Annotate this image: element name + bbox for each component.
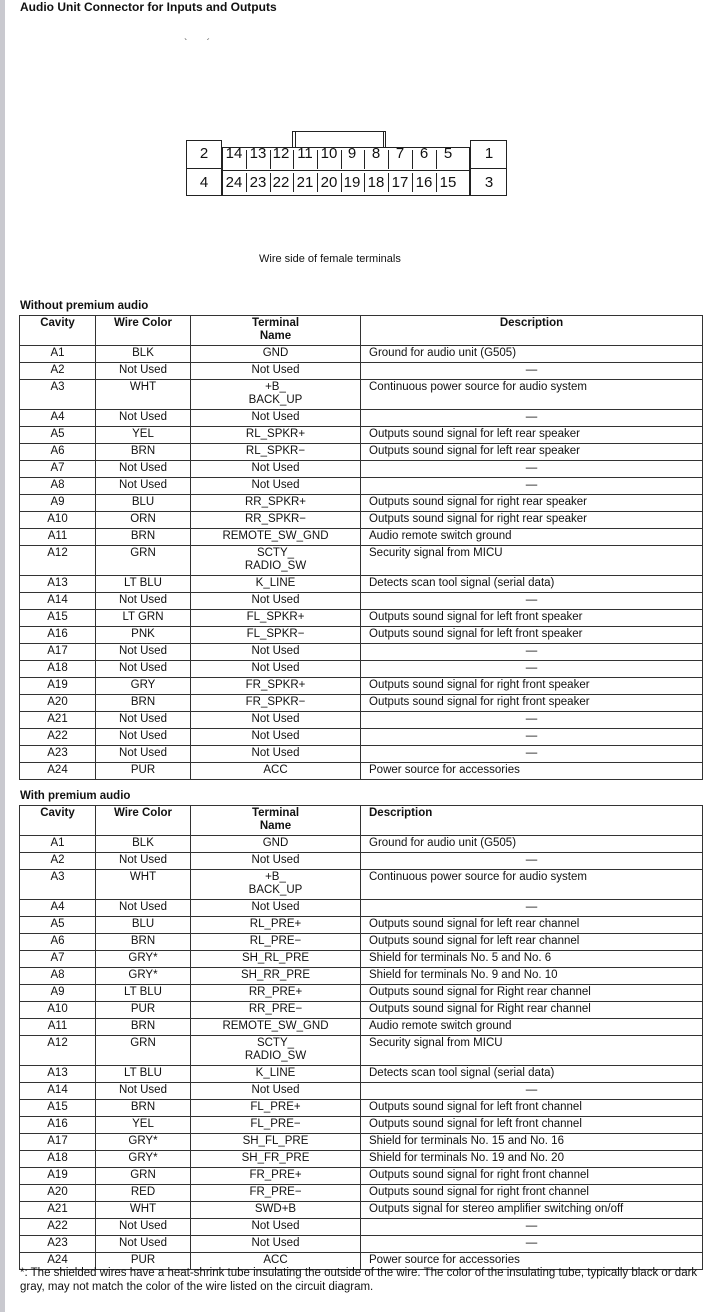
cell-terminal-name: RL_PRE+ bbox=[191, 917, 361, 934]
table-row bbox=[20, 1019, 703, 1036]
cell-cavity: A1 bbox=[20, 346, 96, 363]
cell-cavity: A4 bbox=[20, 410, 96, 427]
cell-description: Audio remote switch ground bbox=[361, 1019, 703, 1036]
table-row bbox=[20, 627, 703, 644]
cell-cavity: A6 bbox=[20, 444, 96, 461]
footnote: *: The shielded wires have a heat-shrink tube insulating the outside of the wire. The color of the insulating tube, typically black or dark gray, may not match the color of the wire listed on the circuit diagram. bbox=[20, 1267, 698, 1293]
table-row bbox=[20, 985, 703, 1002]
cell-wire-color: PNK bbox=[96, 627, 191, 644]
cell-description: Outputs sound signal for left rear speaker bbox=[361, 444, 703, 461]
header-cavity: Cavity bbox=[20, 316, 96, 346]
cell-description: Security signal from MICU bbox=[361, 1036, 703, 1066]
table-row bbox=[20, 934, 703, 951]
cell-cavity: A6 bbox=[20, 934, 96, 951]
cell-description: Power source for accessories bbox=[361, 1253, 703, 1270]
cell-wire-color: GRY* bbox=[96, 968, 191, 985]
cell-description: Outputs sound signal for left rear channel bbox=[361, 934, 703, 951]
table-row bbox=[20, 546, 703, 576]
table-row bbox=[20, 853, 703, 870]
header-terminal-name: Terminal Name bbox=[191, 316, 361, 346]
table-row bbox=[20, 529, 703, 546]
connector-pin-number: 1 bbox=[484, 145, 494, 162]
table-row bbox=[20, 427, 703, 444]
cell-wire-color: BRN bbox=[96, 1019, 191, 1036]
left-margin-bar bbox=[0, 0, 5, 1312]
cell-terminal-name: K_LINE bbox=[191, 1066, 361, 1083]
cell-cavity: A17 bbox=[20, 1134, 96, 1151]
connector-pin-number: 18 bbox=[367, 174, 385, 191]
cell-wire-color: BLK bbox=[96, 836, 191, 853]
cell-cavity: A15 bbox=[20, 1100, 96, 1117]
cell-cavity: A21 bbox=[20, 1202, 96, 1219]
cell-description: Outputs sound signal for right front channel bbox=[361, 1168, 703, 1185]
cell-cavity: A8 bbox=[20, 968, 96, 985]
cell-terminal-name: SCTY_ RADIO_SW bbox=[191, 546, 361, 576]
cell-terminal-name: Not Used bbox=[191, 853, 361, 870]
cell-description: Outputs signal for stereo amplifier switching on/off bbox=[361, 1202, 703, 1219]
cell-cavity: A20 bbox=[20, 1185, 96, 1202]
cell-description: Detects scan tool signal (serial data) bbox=[361, 576, 703, 593]
table-header-row bbox=[20, 806, 703, 836]
cell-wire-color: GRY* bbox=[96, 951, 191, 968]
table-row bbox=[20, 1117, 703, 1134]
connector-pin-number: 7 bbox=[395, 145, 405, 162]
cell-terminal-name: Not Used bbox=[191, 712, 361, 729]
table-row bbox=[20, 593, 703, 610]
connector-pin-number: 9 bbox=[347, 145, 357, 162]
connector-caption: Wire side of female terminals bbox=[259, 253, 401, 265]
cell-terminal-name: FR_SPKR− bbox=[191, 695, 361, 712]
cell-description: Outputs sound signal for left front speaker bbox=[361, 627, 703, 644]
cell-wire-color: BLK bbox=[96, 346, 191, 363]
cell-description: Continuous power source for audio system bbox=[361, 380, 703, 410]
table-row bbox=[20, 363, 703, 380]
section-label-with-premium: With premium audio bbox=[20, 790, 131, 802]
cell-wire-color: WHT bbox=[96, 1202, 191, 1219]
table-row bbox=[20, 644, 703, 661]
connector-pin-number: 10 bbox=[320, 145, 338, 162]
cell-wire-color: LT BLU bbox=[96, 1066, 191, 1083]
cell-terminal-name: GND bbox=[191, 836, 361, 853]
table-row bbox=[20, 900, 703, 917]
table-row bbox=[20, 870, 703, 900]
table-row bbox=[20, 380, 703, 410]
cell-terminal-name: SCTY_ RADIO_SW bbox=[191, 1036, 361, 1066]
table-row bbox=[20, 478, 703, 495]
table-row bbox=[20, 1134, 703, 1151]
cell-cavity: A13 bbox=[20, 1066, 96, 1083]
cell-description: Power source for accessories bbox=[361, 763, 703, 780]
cell-description: — bbox=[361, 363, 703, 380]
cell-cavity: A18 bbox=[20, 1151, 96, 1168]
cell-cavity: A11 bbox=[20, 1019, 96, 1036]
cell-terminal-name: Not Used bbox=[191, 661, 361, 678]
cell-cavity: A7 bbox=[20, 461, 96, 478]
cell-description: Outputs sound signal for left front speaker bbox=[361, 610, 703, 627]
cell-terminal-name: K_LINE bbox=[191, 576, 361, 593]
connector-lock-line bbox=[383, 131, 384, 147]
cell-wire-color: YEL bbox=[96, 427, 191, 444]
cell-description: — bbox=[361, 410, 703, 427]
connector-pin-number: 5 bbox=[443, 145, 453, 162]
table-row bbox=[20, 917, 703, 934]
table-row bbox=[20, 1036, 703, 1066]
cell-terminal-name: REMOTE_SW_GND bbox=[191, 529, 361, 546]
cell-description: Audio remote switch ground bbox=[361, 529, 703, 546]
table-row bbox=[20, 1236, 703, 1253]
table-row bbox=[20, 576, 703, 593]
table-row bbox=[20, 1083, 703, 1100]
cell-cavity: A14 bbox=[20, 1083, 96, 1100]
cell-description: Detects scan tool signal (serial data) bbox=[361, 1066, 703, 1083]
cell-description: Shield for terminals No. 9 and No. 10 bbox=[361, 968, 703, 985]
cell-wire-color: Not Used bbox=[96, 644, 191, 661]
table-row bbox=[20, 410, 703, 427]
cell-cavity: A18 bbox=[20, 661, 96, 678]
cell-terminal-name: ACC bbox=[191, 763, 361, 780]
cell-cavity: A16 bbox=[20, 627, 96, 644]
table-row bbox=[20, 610, 703, 627]
connector-pin-number: 23 bbox=[249, 174, 267, 191]
cell-cavity: A1 bbox=[20, 836, 96, 853]
cell-description: Shield for terminals No. 19 and No. 20 bbox=[361, 1151, 703, 1168]
cell-wire-color: BRN bbox=[96, 529, 191, 546]
cell-description: Outputs sound signal for left rear speaker bbox=[361, 427, 703, 444]
table-row bbox=[20, 836, 703, 853]
table-row bbox=[20, 695, 703, 712]
cell-terminal-name: +B_ BACK_UP bbox=[191, 380, 361, 410]
connector-left-divider bbox=[186, 168, 222, 169]
table-row bbox=[20, 712, 703, 729]
cell-description: Outputs sound signal for left rear channel bbox=[361, 917, 703, 934]
cell-wire-color: BRN bbox=[96, 1100, 191, 1117]
cell-terminal-name: Not Used bbox=[191, 593, 361, 610]
cell-description: Outputs sound signal for right front speaker bbox=[361, 678, 703, 695]
cell-terminal-name: FL_PRE+ bbox=[191, 1100, 361, 1117]
cell-wire-color: Not Used bbox=[96, 661, 191, 678]
cell-terminal-name: RR_PRE− bbox=[191, 1002, 361, 1019]
cell-cavity: A10 bbox=[20, 1002, 96, 1019]
cell-description: Ground for audio unit (G505) bbox=[361, 346, 703, 363]
cell-description: Shield for terminals No. 5 and No. 6 bbox=[361, 951, 703, 968]
cell-description: — bbox=[361, 1083, 703, 1100]
cell-cavity: A19 bbox=[20, 678, 96, 695]
cell-terminal-name: RR_SPKR− bbox=[191, 512, 361, 529]
cell-description: Outputs sound signal for right rear speaker bbox=[361, 512, 703, 529]
connector-pin-number: 2 bbox=[199, 145, 209, 162]
cell-description: — bbox=[361, 661, 703, 678]
cell-cavity: A4 bbox=[20, 900, 96, 917]
cell-wire-color: GRY* bbox=[96, 1151, 191, 1168]
cell-description: Outputs sound signal for Right rear channel bbox=[361, 1002, 703, 1019]
cell-cavity: A21 bbox=[20, 712, 96, 729]
connector-pin-number: 19 bbox=[343, 174, 361, 191]
cell-terminal-name: RR_PRE+ bbox=[191, 985, 361, 1002]
cell-wire-color: YEL bbox=[96, 1117, 191, 1134]
cell-terminal-name: SH_FR_PRE bbox=[191, 1151, 361, 1168]
wire-table-with-premium bbox=[19, 805, 703, 1270]
cell-cavity: A16 bbox=[20, 1117, 96, 1134]
cell-wire-color: Not Used bbox=[96, 746, 191, 763]
cell-wire-color: RED bbox=[96, 1185, 191, 1202]
cell-cavity: A12 bbox=[20, 546, 96, 576]
cell-wire-color: Not Used bbox=[96, 1083, 191, 1100]
connector-lock-line bbox=[295, 131, 296, 147]
header-description: Description bbox=[361, 316, 703, 346]
cell-wire-color: Not Used bbox=[96, 478, 191, 495]
cell-wire-color: Not Used bbox=[96, 1219, 191, 1236]
cell-description: Outputs sound signal for right front channel bbox=[361, 1185, 703, 1202]
cell-wire-color: WHT bbox=[96, 870, 191, 900]
stray-marks: ` ´ bbox=[184, 38, 211, 49]
cell-wire-color: Not Used bbox=[96, 900, 191, 917]
cell-description: — bbox=[361, 1219, 703, 1236]
cell-description: Outputs sound signal for left front channel bbox=[361, 1117, 703, 1134]
header-wire-color: Wire Color bbox=[96, 806, 191, 836]
cell-wire-color: BLU bbox=[96, 495, 191, 512]
cell-cavity: A5 bbox=[20, 917, 96, 934]
table-row bbox=[20, 1185, 703, 1202]
cell-description: Security signal from MICU bbox=[361, 546, 703, 576]
cell-wire-color: GRN bbox=[96, 1168, 191, 1185]
table-row bbox=[20, 1100, 703, 1117]
table-row bbox=[20, 678, 703, 695]
table-row bbox=[20, 346, 703, 363]
cell-wire-color: WHT bbox=[96, 380, 191, 410]
cell-terminal-name: RL_SPKR− bbox=[191, 444, 361, 461]
cell-terminal-name: FL_SPKR+ bbox=[191, 610, 361, 627]
connector-right-divider bbox=[470, 168, 507, 169]
connector-pin-number: 15 bbox=[439, 174, 457, 191]
header-wire-color: Wire Color bbox=[96, 316, 191, 346]
cell-cavity: A3 bbox=[20, 870, 96, 900]
connector-pin-number: 3 bbox=[484, 174, 494, 191]
cell-cavity: A2 bbox=[20, 853, 96, 870]
cell-terminal-name: SH_RR_PRE bbox=[191, 968, 361, 985]
cell-description: — bbox=[361, 712, 703, 729]
cell-description: — bbox=[361, 593, 703, 610]
cell-terminal-name: RL_PRE− bbox=[191, 934, 361, 951]
cell-cavity: A10 bbox=[20, 512, 96, 529]
cell-wire-color: BRN bbox=[96, 695, 191, 712]
cell-description: — bbox=[361, 478, 703, 495]
table-row bbox=[20, 1002, 703, 1019]
connector-pin-number: 17 bbox=[391, 174, 409, 191]
table-row bbox=[20, 444, 703, 461]
connector-pin-number: 4 bbox=[199, 174, 209, 191]
cell-wire-color: Not Used bbox=[96, 1236, 191, 1253]
table-header-row bbox=[20, 316, 703, 346]
cell-cavity: A20 bbox=[20, 695, 96, 712]
cell-cavity: A11 bbox=[20, 529, 96, 546]
cell-wire-color: BRN bbox=[96, 934, 191, 951]
cell-wire-color: Not Used bbox=[96, 363, 191, 380]
cell-description: Outputs sound signal for right front speaker bbox=[361, 695, 703, 712]
cell-terminal-name: Not Used bbox=[191, 1236, 361, 1253]
cell-terminal-name: FL_SPKR− bbox=[191, 627, 361, 644]
table-row bbox=[20, 1202, 703, 1219]
cell-terminal-name: FR_PRE+ bbox=[191, 1168, 361, 1185]
cell-terminal-name: SH_FL_PRE bbox=[191, 1134, 361, 1151]
cell-cavity: A23 bbox=[20, 746, 96, 763]
cell-description: Outputs sound signal for right rear speaker bbox=[361, 495, 703, 512]
connector-pin-number: 21 bbox=[296, 174, 314, 191]
cell-wire-color: LT GRN bbox=[96, 610, 191, 627]
cell-cavity: A19 bbox=[20, 1168, 96, 1185]
cell-cavity: A22 bbox=[20, 729, 96, 746]
cell-wire-color: Not Used bbox=[96, 410, 191, 427]
cell-description: Outputs sound signal for Right rear channel bbox=[361, 985, 703, 1002]
connector-pin-number: 6 bbox=[419, 145, 429, 162]
connector-pin-number: 13 bbox=[249, 145, 267, 162]
cell-terminal-name: RR_SPKR+ bbox=[191, 495, 361, 512]
cell-description: — bbox=[361, 644, 703, 661]
cell-terminal-name: SH_RL_PRE bbox=[191, 951, 361, 968]
cell-wire-color: LT BLU bbox=[96, 576, 191, 593]
cell-description: — bbox=[361, 729, 703, 746]
wire-table-without-premium bbox=[19, 315, 703, 780]
header-terminal-name: Terminal Name bbox=[191, 806, 361, 836]
table-row bbox=[20, 495, 703, 512]
cell-terminal-name: Not Used bbox=[191, 644, 361, 661]
cell-wire-color: LT BLU bbox=[96, 985, 191, 1002]
cell-cavity: A23 bbox=[20, 1236, 96, 1253]
cell-wire-color: PUR bbox=[96, 1253, 191, 1270]
table-row bbox=[20, 951, 703, 968]
cell-wire-color: ORN bbox=[96, 512, 191, 529]
cell-terminal-name: Not Used bbox=[191, 746, 361, 763]
connector-pin-number: 24 bbox=[225, 174, 243, 191]
cell-cavity: A9 bbox=[20, 985, 96, 1002]
cell-cavity: A5 bbox=[20, 427, 96, 444]
table-row bbox=[20, 1151, 703, 1168]
cell-cavity: A13 bbox=[20, 576, 96, 593]
connector-pin-number: 14 bbox=[225, 145, 243, 162]
table-row bbox=[20, 968, 703, 985]
section-label-without-premium: Without premium audio bbox=[20, 300, 149, 312]
cell-wire-color: BLU bbox=[96, 917, 191, 934]
cell-cavity: A8 bbox=[20, 478, 96, 495]
cell-description: — bbox=[361, 900, 703, 917]
cell-wire-color: GRN bbox=[96, 546, 191, 576]
cell-description: — bbox=[361, 1236, 703, 1253]
cell-wire-color: GRY bbox=[96, 678, 191, 695]
cell-wire-color: GRY* bbox=[96, 1134, 191, 1151]
cell-wire-color: Not Used bbox=[96, 853, 191, 870]
cell-description: — bbox=[361, 746, 703, 763]
cell-cavity: A22 bbox=[20, 1219, 96, 1236]
cell-cavity: A7 bbox=[20, 951, 96, 968]
table-row bbox=[20, 661, 703, 678]
connector-pin-number: 16 bbox=[415, 174, 433, 191]
cell-terminal-name: ACC bbox=[191, 1253, 361, 1270]
cell-wire-color: PUR bbox=[96, 763, 191, 780]
table-row bbox=[20, 1066, 703, 1083]
cell-description: Outputs sound signal for left front channel bbox=[361, 1100, 703, 1117]
cell-cavity: A14 bbox=[20, 593, 96, 610]
cell-wire-color: Not Used bbox=[96, 729, 191, 746]
cell-terminal-name: Not Used bbox=[191, 478, 361, 495]
connector-pin-number: 11 bbox=[297, 145, 313, 162]
connector-pin-number: 8 bbox=[371, 145, 381, 162]
cell-terminal-name: Not Used bbox=[191, 410, 361, 427]
table-row bbox=[20, 763, 703, 780]
table-row bbox=[20, 512, 703, 529]
cell-terminal-name: FR_PRE− bbox=[191, 1185, 361, 1202]
connector-pin-number: 20 bbox=[320, 174, 338, 191]
cell-terminal-name: RL_SPKR+ bbox=[191, 427, 361, 444]
cell-terminal-name: FL_PRE− bbox=[191, 1117, 361, 1134]
cell-wire-color: Not Used bbox=[96, 593, 191, 610]
table-row bbox=[20, 1168, 703, 1185]
connector-center-divider bbox=[222, 170, 470, 171]
header-cavity: Cavity bbox=[20, 806, 96, 836]
cell-wire-color: PUR bbox=[96, 1002, 191, 1019]
cell-terminal-name: SWD+B bbox=[191, 1202, 361, 1219]
cell-description: Ground for audio unit (G505) bbox=[361, 836, 703, 853]
cell-description: Shield for terminals No. 15 and No. 16 bbox=[361, 1134, 703, 1151]
cell-wire-color: Not Used bbox=[96, 712, 191, 729]
cell-terminal-name: Not Used bbox=[191, 363, 361, 380]
cell-terminal-name: Not Used bbox=[191, 1219, 361, 1236]
page-title: Audio Unit Connector for Inputs and Outputs bbox=[20, 0, 277, 14]
header-description: Description bbox=[361, 806, 703, 836]
cell-terminal-name: Not Used bbox=[191, 1083, 361, 1100]
cell-wire-color: Not Used bbox=[96, 461, 191, 478]
cell-cavity: A12 bbox=[20, 1036, 96, 1066]
cell-terminal-name: Not Used bbox=[191, 461, 361, 478]
cell-cavity: A17 bbox=[20, 644, 96, 661]
cell-cavity: A2 bbox=[20, 363, 96, 380]
connector-pin-number: 12 bbox=[272, 145, 290, 162]
cell-terminal-name: Not Used bbox=[191, 900, 361, 917]
cell-description: Continuous power source for audio system bbox=[361, 870, 703, 900]
cell-wire-color: BRN bbox=[96, 444, 191, 461]
cell-cavity: A24 bbox=[20, 1253, 96, 1270]
cell-cavity: A9 bbox=[20, 495, 96, 512]
table-row bbox=[20, 461, 703, 478]
connector-pin-number: 22 bbox=[272, 174, 290, 191]
cell-description: — bbox=[361, 461, 703, 478]
cell-cavity: A15 bbox=[20, 610, 96, 627]
cell-terminal-name: GND bbox=[191, 346, 361, 363]
table-row bbox=[20, 729, 703, 746]
cell-terminal-name: +B_ BACK_UP bbox=[191, 870, 361, 900]
cell-cavity: A24 bbox=[20, 763, 96, 780]
cell-terminal-name: FR_SPKR+ bbox=[191, 678, 361, 695]
table-row bbox=[20, 1219, 703, 1236]
cell-terminal-name: REMOTE_SW_GND bbox=[191, 1019, 361, 1036]
cell-description: — bbox=[361, 853, 703, 870]
cell-cavity: A3 bbox=[20, 380, 96, 410]
cell-terminal-name: Not Used bbox=[191, 729, 361, 746]
table-row bbox=[20, 746, 703, 763]
cell-wire-color: GRN bbox=[96, 1036, 191, 1066]
